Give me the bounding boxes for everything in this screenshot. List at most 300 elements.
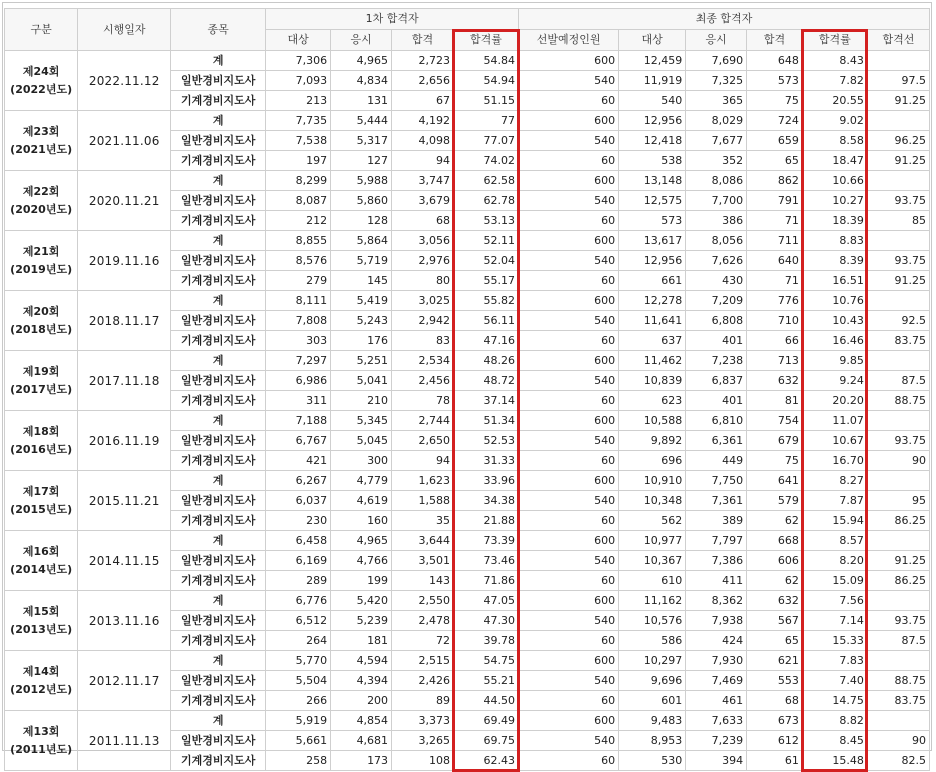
round-year: (2016년도) (8, 441, 74, 459)
exam-date: 2013.11.16 (78, 591, 171, 651)
first-applied: 160 (331, 511, 392, 531)
first-pass-rate: 31.33 (453, 451, 518, 471)
exam-results-table (4, 8, 930, 771)
final-quota: 600 (519, 351, 619, 371)
final-passed: 65 (747, 631, 803, 651)
first-pass-rate: 77.07 (453, 131, 518, 151)
final-pass-rate: 8.27 (802, 471, 867, 491)
final-passed: 573 (747, 71, 803, 91)
header-final-applied: 응시 (686, 30, 747, 51)
exam-date: 2019.11.16 (78, 231, 171, 291)
first-passed: 1,623 (392, 471, 454, 491)
round-number: 제13회 (8, 723, 74, 741)
first-pass-rate: 53.13 (453, 211, 518, 231)
first-target: 7,188 (266, 411, 331, 431)
final-cutoff: 93.75 (867, 191, 929, 211)
first-applied: 5,420 (331, 591, 392, 611)
first-applied: 4,619 (331, 491, 392, 511)
first-applied: 4,779 (331, 471, 392, 491)
final-passed: 81 (747, 391, 803, 411)
round-label (5, 411, 78, 471)
final-passed: 606 (747, 551, 803, 571)
first-target: 6,986 (266, 371, 331, 391)
first-applied: 4,681 (331, 731, 392, 751)
final-pass-rate: 16.46 (802, 331, 867, 351)
final-cutoff (867, 111, 929, 131)
final-quota: 60 (519, 211, 619, 231)
header-final-quota: 선발예정인원 (519, 30, 619, 51)
round-number: 제15회 (8, 603, 74, 621)
first-target: 6,267 (266, 471, 331, 491)
exam-date: 2020.11.21 (78, 171, 171, 231)
exam-date: 2018.11.17 (78, 291, 171, 351)
first-target: 6,512 (266, 611, 331, 631)
first-passed: 3,679 (392, 191, 454, 211)
final-cutoff: 93.75 (867, 431, 929, 451)
round-year: (2015년도) (8, 501, 74, 519)
first-applied: 5,345 (331, 411, 392, 431)
final-cutoff: 91.25 (867, 271, 929, 291)
final-quota: 600 (519, 411, 619, 431)
item-name: 일반경비지도사 (171, 671, 266, 691)
final-target: 586 (619, 631, 686, 651)
final-applied: 401 (686, 391, 747, 411)
first-pass-rate: 74.02 (453, 151, 518, 171)
final-cutoff: 90 (867, 451, 929, 471)
first-passed: 3,056 (392, 231, 454, 251)
final-applied: 6,361 (686, 431, 747, 451)
first-passed: 68 (392, 211, 454, 231)
first-pass-rate: 71.86 (453, 571, 518, 591)
first-pass-rate: 52.53 (453, 431, 518, 451)
round-number: 제18회 (8, 423, 74, 441)
final-quota: 600 (519, 171, 619, 191)
final-quota: 600 (519, 111, 619, 131)
first-passed: 2,744 (392, 411, 454, 431)
table-row (5, 51, 930, 71)
first-passed: 3,265 (392, 731, 454, 751)
final-passed: 724 (747, 111, 803, 131)
final-applied: 394 (686, 751, 747, 771)
first-pass-rate: 21.88 (453, 511, 518, 531)
final-applied: 424 (686, 631, 747, 651)
first-passed: 3,501 (392, 551, 454, 571)
first-applied: 5,444 (331, 111, 392, 131)
final-quota: 600 (519, 291, 619, 311)
first-pass-rate: 51.34 (453, 411, 518, 431)
header-first-round: 1차 합격자 (266, 9, 519, 30)
final-quota: 60 (519, 331, 619, 351)
final-pass-rate: 18.39 (802, 211, 867, 231)
final-target: 623 (619, 391, 686, 411)
item-name: 기계경비지도사 (171, 511, 266, 531)
final-target: 11,919 (619, 71, 686, 91)
first-pass-rate: 34.38 (453, 491, 518, 511)
first-target: 6,458 (266, 531, 331, 551)
first-applied: 5,719 (331, 251, 392, 271)
round-number: 제17회 (8, 483, 74, 501)
first-target: 5,919 (266, 711, 331, 731)
first-applied: 5,988 (331, 171, 392, 191)
final-quota: 60 (519, 91, 619, 111)
first-passed: 83 (392, 331, 454, 351)
first-passed: 80 (392, 271, 454, 291)
round-label (5, 651, 78, 711)
first-applied: 5,864 (331, 231, 392, 251)
first-passed: 2,478 (392, 611, 454, 631)
final-applied: 389 (686, 511, 747, 531)
header-final-pass-rate: 합격률 (802, 30, 867, 51)
final-passed: 632 (747, 591, 803, 611)
final-applied: 7,930 (686, 651, 747, 671)
final-passed: 71 (747, 211, 803, 231)
first-pass-rate: 55.21 (453, 671, 518, 691)
table-row (5, 351, 930, 371)
round-number: 제19회 (8, 363, 74, 381)
header-item: 종목 (171, 9, 266, 51)
first-passed: 4,098 (392, 131, 454, 151)
header-final: 최종 합격자 (519, 9, 930, 30)
first-pass-rate: 73.46 (453, 551, 518, 571)
first-pass-rate: 77 (453, 111, 518, 131)
final-passed: 641 (747, 471, 803, 491)
final-pass-rate: 7.87 (802, 491, 867, 511)
final-applied: 7,938 (686, 611, 747, 631)
first-applied: 4,594 (331, 651, 392, 671)
final-applied: 8,056 (686, 231, 747, 251)
header-group: 구분 (5, 9, 78, 51)
item-name: 기계경비지도사 (171, 271, 266, 291)
table-row (5, 411, 930, 431)
round-year: (2013년도) (8, 621, 74, 639)
final-applied: 7,677 (686, 131, 747, 151)
exam-date: 2012.11.17 (78, 651, 171, 711)
final-passed: 75 (747, 91, 803, 111)
final-target: 10,977 (619, 531, 686, 551)
first-applied: 4,965 (331, 531, 392, 551)
first-passed: 94 (392, 151, 454, 171)
final-passed: 579 (747, 491, 803, 511)
final-quota: 540 (519, 71, 619, 91)
final-quota: 600 (519, 711, 619, 731)
first-passed: 89 (392, 691, 454, 711)
final-applied: 7,238 (686, 351, 747, 371)
final-target: 8,953 (619, 731, 686, 751)
final-passed: 553 (747, 671, 803, 691)
first-applied: 181 (331, 631, 392, 651)
final-quota: 60 (519, 571, 619, 591)
item-name: 계 (171, 51, 266, 71)
final-applied: 7,700 (686, 191, 747, 211)
round-label (5, 351, 78, 411)
final-pass-rate: 8.58 (802, 131, 867, 151)
table-row (5, 711, 930, 731)
round-number: 제22회 (8, 183, 74, 201)
round-label (5, 171, 78, 231)
first-pass-rate: 51.15 (453, 91, 518, 111)
first-pass-rate: 54.75 (453, 651, 518, 671)
header-final-passed: 합격 (747, 30, 803, 51)
final-pass-rate: 9.24 (802, 371, 867, 391)
first-passed: 3,644 (392, 531, 454, 551)
first-pass-rate: 56.11 (453, 311, 518, 331)
first-applied: 5,045 (331, 431, 392, 451)
final-applied: 8,029 (686, 111, 747, 131)
final-pass-rate: 9.02 (802, 111, 867, 131)
first-passed: 4,192 (392, 111, 454, 131)
first-target: 264 (266, 631, 331, 651)
round-label (5, 471, 78, 531)
final-passed: 648 (747, 51, 803, 71)
final-pass-rate: 10.27 (802, 191, 867, 211)
item-name: 일반경비지도사 (171, 611, 266, 631)
item-name: 일반경비지도사 (171, 191, 266, 211)
first-target: 8,576 (266, 251, 331, 271)
final-cutoff (867, 651, 929, 671)
round-label (5, 531, 78, 591)
final-target: 10,588 (619, 411, 686, 431)
final-quota: 600 (519, 531, 619, 551)
final-cutoff: 85 (867, 211, 929, 231)
final-quota: 600 (519, 471, 619, 491)
first-target: 289 (266, 571, 331, 591)
final-applied: 7,690 (686, 51, 747, 71)
final-pass-rate: 14.75 (802, 691, 867, 711)
final-pass-rate: 7.40 (802, 671, 867, 691)
round-number: 제24회 (8, 63, 74, 81)
first-pass-rate: 52.11 (453, 231, 518, 251)
final-cutoff: 91.25 (867, 91, 929, 111)
final-target: 12,278 (619, 291, 686, 311)
header-first-pass-rate: 합격률 (453, 30, 518, 51)
final-cutoff (867, 231, 929, 251)
item-name: 일반경비지도사 (171, 131, 266, 151)
final-quota: 540 (519, 191, 619, 211)
first-passed: 3,025 (392, 291, 454, 311)
final-target: 538 (619, 151, 686, 171)
final-quota: 540 (519, 311, 619, 331)
first-target: 6,767 (266, 431, 331, 451)
final-passed: 62 (747, 571, 803, 591)
first-pass-rate: 73.39 (453, 531, 518, 551)
first-passed: 2,515 (392, 651, 454, 671)
final-cutoff: 86.25 (867, 571, 929, 591)
first-pass-rate: 47.30 (453, 611, 518, 631)
final-target: 9,696 (619, 671, 686, 691)
final-passed: 754 (747, 411, 803, 431)
table-row (5, 591, 930, 611)
first-passed: 3,373 (392, 711, 454, 731)
final-target: 540 (619, 91, 686, 111)
first-target: 212 (266, 211, 331, 231)
first-applied: 199 (331, 571, 392, 591)
final-quota: 60 (519, 271, 619, 291)
final-pass-rate: 7.14 (802, 611, 867, 631)
item-name: 계 (171, 711, 266, 731)
item-name: 기계경비지도사 (171, 151, 266, 171)
final-target: 12,418 (619, 131, 686, 151)
final-target: 9,892 (619, 431, 686, 451)
final-target: 696 (619, 451, 686, 471)
item-name: 기계경비지도사 (171, 91, 266, 111)
first-target: 7,735 (266, 111, 331, 131)
table-row (5, 231, 930, 251)
final-cutoff: 90 (867, 731, 929, 751)
final-passed: 791 (747, 191, 803, 211)
header-first-applied: 응시 (331, 30, 392, 51)
final-target: 10,839 (619, 371, 686, 391)
final-target: 12,575 (619, 191, 686, 211)
first-applied: 173 (331, 751, 392, 771)
first-target: 279 (266, 271, 331, 291)
item-name: 기계경비지도사 (171, 451, 266, 471)
final-cutoff: 83.75 (867, 691, 929, 711)
final-target: 12,956 (619, 111, 686, 131)
final-target: 11,641 (619, 311, 686, 331)
final-passed: 62 (747, 511, 803, 531)
final-applied: 7,361 (686, 491, 747, 511)
final-quota: 540 (519, 131, 619, 151)
final-pass-rate: 15.09 (802, 571, 867, 591)
exam-date: 2015.11.21 (78, 471, 171, 531)
final-applied: 430 (686, 271, 747, 291)
final-passed: 776 (747, 291, 803, 311)
final-applied: 7,469 (686, 671, 747, 691)
final-target: 530 (619, 751, 686, 771)
item-name: 기계경비지도사 (171, 751, 266, 771)
final-pass-rate: 8.20 (802, 551, 867, 571)
final-passed: 66 (747, 331, 803, 351)
first-passed: 2,534 (392, 351, 454, 371)
first-pass-rate: 62.58 (453, 171, 518, 191)
final-pass-rate: 20.55 (802, 91, 867, 111)
final-quota: 540 (519, 371, 619, 391)
final-passed: 710 (747, 311, 803, 331)
first-target: 421 (266, 451, 331, 471)
final-applied: 8,362 (686, 591, 747, 611)
final-quota: 600 (519, 651, 619, 671)
first-pass-rate: 54.94 (453, 71, 518, 91)
final-passed: 632 (747, 371, 803, 391)
first-target: 8,299 (266, 171, 331, 191)
final-cutoff (867, 51, 929, 71)
first-pass-rate: 48.26 (453, 351, 518, 371)
first-passed: 94 (392, 451, 454, 471)
final-target: 573 (619, 211, 686, 231)
first-pass-rate: 69.49 (453, 711, 518, 731)
header-first-passed: 합격 (392, 30, 454, 51)
first-target: 6,037 (266, 491, 331, 511)
first-target: 6,776 (266, 591, 331, 611)
final-quota: 540 (519, 491, 619, 511)
final-quota: 60 (519, 511, 619, 531)
round-number: 제16회 (8, 543, 74, 561)
first-applied: 5,317 (331, 131, 392, 151)
final-cutoff (867, 171, 929, 191)
first-pass-rate: 55.17 (453, 271, 518, 291)
round-number: 제20회 (8, 303, 74, 321)
first-target: 5,661 (266, 731, 331, 751)
first-applied: 5,239 (331, 611, 392, 631)
final-target: 637 (619, 331, 686, 351)
first-passed: 2,976 (392, 251, 454, 271)
final-pass-rate: 16.51 (802, 271, 867, 291)
first-applied: 200 (331, 691, 392, 711)
table-row (5, 471, 930, 491)
final-pass-rate: 8.82 (802, 711, 867, 731)
table-row (5, 651, 930, 671)
item-name: 계 (171, 231, 266, 251)
final-cutoff: 96.25 (867, 131, 929, 151)
final-passed: 673 (747, 711, 803, 731)
final-quota: 60 (519, 751, 619, 771)
first-target: 5,504 (266, 671, 331, 691)
header-row-1 (5, 9, 930, 30)
first-pass-rate: 55.82 (453, 291, 518, 311)
first-target: 8,855 (266, 231, 331, 251)
header-final-cutoff: 합격선 (867, 30, 929, 51)
final-cutoff (867, 411, 929, 431)
final-passed: 61 (747, 751, 803, 771)
exam-date: 2011.11.13 (78, 711, 171, 771)
final-target: 11,162 (619, 591, 686, 611)
final-pass-rate: 16.70 (802, 451, 867, 471)
final-cutoff: 88.75 (867, 391, 929, 411)
final-passed: 68 (747, 691, 803, 711)
final-target: 10,910 (619, 471, 686, 491)
table-row (5, 111, 930, 131)
round-number: 제14회 (8, 663, 74, 681)
final-cutoff (867, 711, 929, 731)
first-passed: 3,747 (392, 171, 454, 191)
first-passed: 35 (392, 511, 454, 531)
final-target: 12,459 (619, 51, 686, 71)
first-applied: 5,860 (331, 191, 392, 211)
final-quota: 600 (519, 231, 619, 251)
first-target: 7,297 (266, 351, 331, 371)
table-row (5, 291, 930, 311)
round-label (5, 591, 78, 651)
item-name: 일반경비지도사 (171, 71, 266, 91)
table-row (5, 171, 930, 191)
item-name: 일반경비지도사 (171, 371, 266, 391)
first-applied: 4,834 (331, 71, 392, 91)
exam-date: 2022.11.12 (78, 51, 171, 111)
first-target: 258 (266, 751, 331, 771)
final-pass-rate: 18.47 (802, 151, 867, 171)
first-applied: 5,041 (331, 371, 392, 391)
item-name: 기계경비지도사 (171, 571, 266, 591)
first-passed: 108 (392, 751, 454, 771)
round-number: 제21회 (8, 243, 74, 261)
first-passed: 143 (392, 571, 454, 591)
first-pass-rate: 47.16 (453, 331, 518, 351)
final-cutoff (867, 591, 929, 611)
item-name: 기계경비지도사 (171, 631, 266, 651)
first-pass-rate: 54.84 (453, 51, 518, 71)
first-applied: 127 (331, 151, 392, 171)
first-applied: 145 (331, 271, 392, 291)
exam-date: 2014.11.15 (78, 531, 171, 591)
final-target: 661 (619, 271, 686, 291)
item-name: 계 (171, 591, 266, 611)
item-name: 일반경비지도사 (171, 431, 266, 451)
final-quota: 600 (519, 51, 619, 71)
final-passed: 621 (747, 651, 803, 671)
final-pass-rate: 8.83 (802, 231, 867, 251)
first-passed: 2,723 (392, 51, 454, 71)
final-pass-rate: 7.56 (802, 591, 867, 611)
